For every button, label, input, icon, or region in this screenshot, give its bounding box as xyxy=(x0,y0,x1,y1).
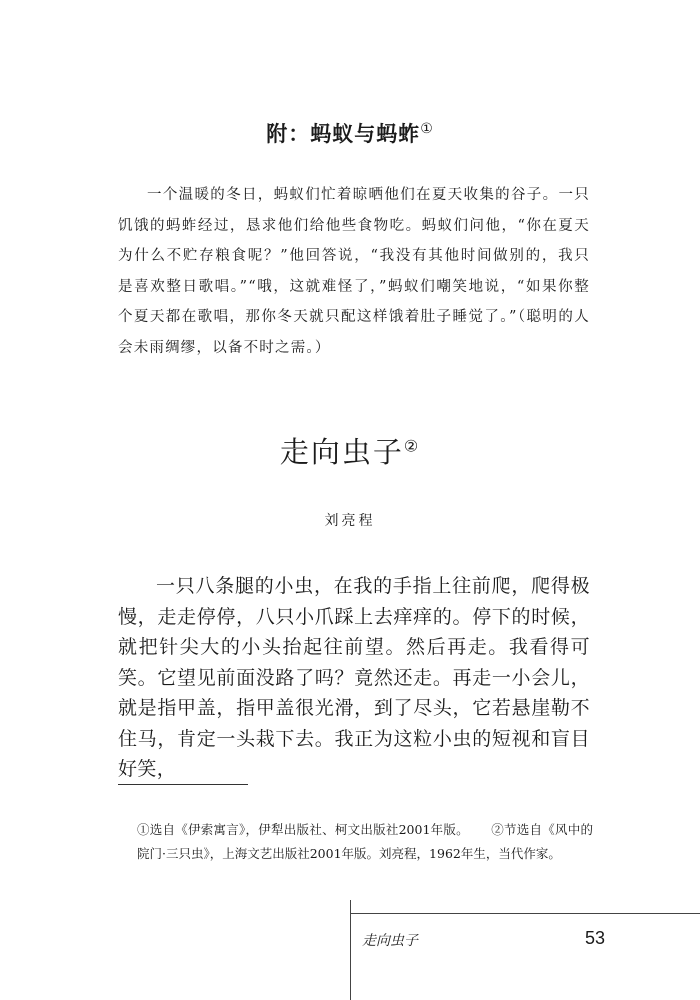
footnote-ref-2: ② xyxy=(403,436,421,456)
appendix-paragraph: 一个温暖的冬日，蚂蚁们忙着晾晒他们在夏天收集的谷子。一只饥饿的蚂蚱经过，恳求他们给他些食物吃。蚂蚁们问他，“你在夏天为什么不贮存粮食呢？”他回答说，“我没有其他时间做别的，我只是喜欢整日歌唱。”“哦，这就难怪了，”蚂蚁们嘲笑地说，“如果你整个夏天都在歌唱，那你冬天就只配这样饿着肚子睡觉了。”（聪明的人会未雨绸缪，以备不时之需。） xyxy=(118,187,590,356)
running-title: 走向虫子 xyxy=(362,933,418,949)
appendix-title xyxy=(0,118,700,148)
page-number: 53 xyxy=(584,928,605,948)
author-name: 刘亮程 xyxy=(324,513,376,529)
story-title xyxy=(0,430,700,471)
footnote-divider xyxy=(118,784,248,785)
footnote-1: ①选自《伊索寓言》，伊犁出版社、柯文出版社2001年版。 xyxy=(137,822,469,837)
footnote-ref-1: ① xyxy=(420,121,434,137)
footer-horizontal-rule xyxy=(350,913,700,914)
appendix-title-text: 附：蚂蚁与蚂蚱 xyxy=(266,122,421,146)
footer-vertical-rule xyxy=(350,900,351,1000)
footnotes xyxy=(137,818,593,866)
story-paragraph: 一只八条腿的小虫，在我的手指上往前爬，爬得极慢，走走停停，八只小爪踩上去痒痒的。停下的时候，就把针尖大的小头抬起往前望。然后再走。我看得可笑。它望见前面没路了吗？竟然还走。再走一小会儿，就是指甲盖，指甲盖很光滑，到了尽头，它若悬崖勒不住马，肯定一头栽下去。我正为这粒小虫的短视和盲目好笑， xyxy=(118,575,590,780)
story-title-text: 走向虫子 xyxy=(279,435,404,469)
footnote-2: ②节选自《风中的院门·三只虫》，上海文艺出版社2001年版。刘亮程，1962年生，当代作家。 xyxy=(137,822,593,861)
